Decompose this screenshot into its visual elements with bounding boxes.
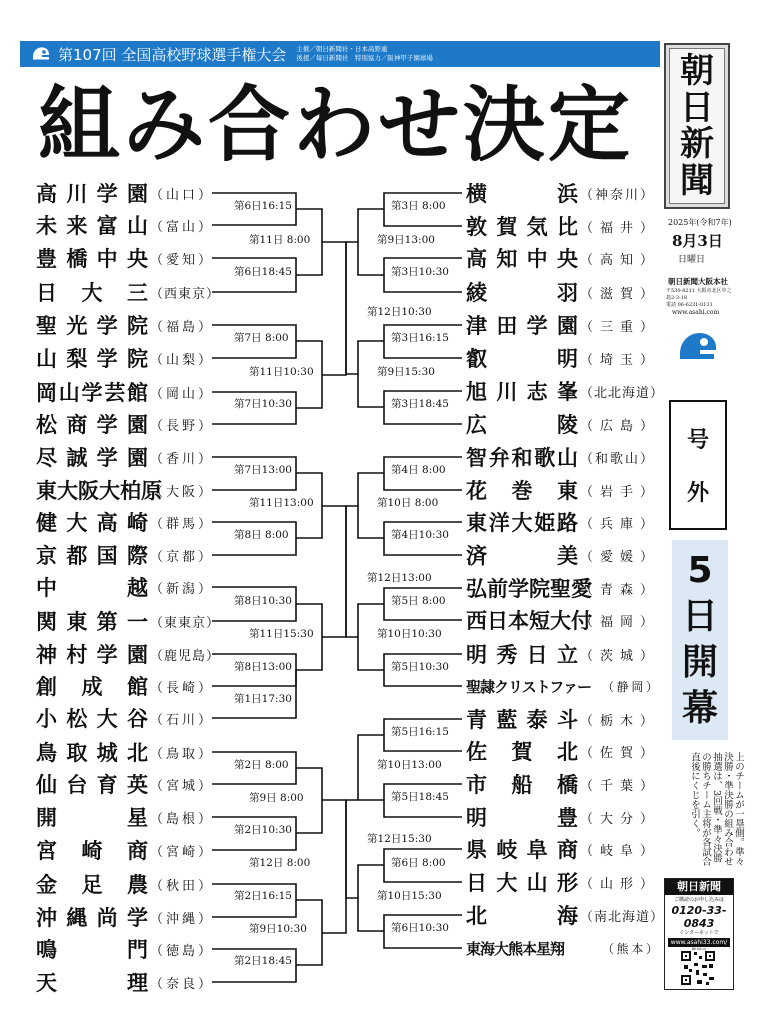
match-time-label: 第10日15:30	[377, 890, 442, 902]
team-prefecture: （福島）	[150, 319, 212, 335]
match-time-label: 第7日10:30	[234, 398, 292, 410]
team-prefecture: （東東京）	[150, 615, 221, 631]
extra-edition-box: 号 外	[669, 400, 727, 530]
team-name: 未来富山	[36, 214, 148, 238]
publisher-address: 〒530-8211 大阪市北区中之島2-3-18	[666, 288, 732, 301]
team-row	[36, 640, 221, 668]
match-time-label: 第9日 8:00	[249, 792, 304, 804]
match-time-label: 第4日 8:00	[391, 464, 446, 476]
team-row	[36, 278, 221, 306]
team-row	[36, 179, 212, 207]
team-name: 健大高崎	[36, 511, 148, 535]
team-row	[466, 934, 658, 962]
team-row	[36, 378, 212, 406]
team-prefecture: （南北海道）	[580, 909, 665, 925]
team-prefecture: （福岡）	[580, 614, 654, 630]
team-prefecture: （茨城）	[580, 648, 654, 664]
team-row	[466, 508, 654, 536]
team-prefecture: （岩手）	[580, 484, 654, 500]
team-name: 小松大谷	[36, 707, 148, 731]
team-name: 沖縄尚学	[36, 906, 148, 930]
team-name: 鳴門	[36, 938, 148, 962]
match-time-label: 第11日15:30	[249, 628, 314, 640]
team-name: 宮崎商	[36, 839, 148, 863]
team-row	[36, 443, 212, 471]
team-prefecture: （岐阜）	[580, 843, 654, 859]
team-prefecture: （愛媛）	[580, 549, 654, 565]
team-row	[36, 836, 212, 864]
match-time-label: 第3日10:30	[391, 266, 449, 278]
team-name: 東海大熊本星翔	[466, 939, 565, 958]
match-time-label: 第12日13:00	[367, 572, 432, 584]
team-row	[36, 244, 212, 272]
team-name: 中越	[36, 576, 148, 600]
team-prefecture: （長野）	[150, 418, 212, 434]
team-name: 鳥取城北	[36, 741, 148, 765]
team-name: 松商学園	[36, 413, 148, 437]
match-time-label: 第3日18:45	[391, 398, 449, 410]
match-time-label: 第6日 8:00	[391, 857, 446, 869]
team-prefecture: （鳥取）	[150, 746, 212, 762]
team-row	[466, 344, 654, 372]
team-row	[36, 704, 212, 732]
team-row	[466, 541, 654, 569]
match-time-label: 第8日10:30	[234, 595, 292, 607]
team-name: 尽誠学園	[36, 446, 148, 470]
match-time-label: 第7日13:00	[234, 464, 292, 476]
team-prefecture: （広島）	[580, 418, 654, 434]
team-name: 津田学園	[466, 314, 578, 338]
team-row	[466, 737, 654, 765]
match-time-label: 第9日13:00	[377, 234, 435, 246]
team-row	[36, 738, 212, 766]
team-prefecture: （奈良）	[150, 976, 212, 992]
match-time-label: 第11日10:30	[249, 366, 314, 378]
match-time-label: 第2日16:15	[234, 890, 292, 902]
team-row	[36, 968, 212, 996]
team-row	[466, 377, 665, 405]
team-prefecture: （群馬）	[150, 516, 212, 532]
team-name: 明秀日立	[466, 643, 578, 667]
team-row	[466, 672, 658, 700]
match-time-label: 第5日 8:00	[391, 595, 446, 607]
match-time-label: 第10日 8:00	[377, 497, 439, 509]
team-name: 綾羽	[466, 281, 578, 305]
team-name: 弘前学院聖愛	[466, 577, 592, 601]
team-prefecture: （愛知）	[150, 252, 212, 268]
team-name: 山梨学院	[36, 347, 148, 371]
team-name: 岡山学芸館	[36, 381, 148, 405]
baseball-helmet-icon	[676, 326, 720, 370]
team-row	[466, 244, 654, 272]
team-name: 神村学園	[36, 643, 148, 667]
team-row	[36, 573, 212, 601]
team-prefecture: （沖縄）	[150, 911, 212, 927]
team-name: 西日本短大付	[466, 609, 592, 633]
team-row	[466, 179, 654, 207]
match-time-label: 第11日13:00	[249, 497, 314, 509]
team-prefecture: （山梨）	[150, 352, 212, 368]
team-prefecture: （島根）	[150, 811, 212, 827]
subscription-ad: 朝日新聞 ご購読のお申し込みは 0120-33-0843 インターネットで www.asahi33.com/	[664, 878, 734, 990]
team-prefecture: （京都）	[150, 549, 212, 565]
team-prefecture: （秋田）	[150, 878, 212, 894]
team-row	[36, 311, 212, 339]
match-time-label: 第1日17:30	[234, 693, 292, 705]
team-prefecture: （宮崎）	[150, 844, 212, 860]
match-time-label: 第3日 8:00	[391, 200, 446, 212]
issue-weekday: 日曜日	[678, 255, 706, 265]
publisher-web: www.asahi.com	[672, 309, 720, 316]
team-name: 旭川志峯	[466, 380, 578, 404]
match-time-label: 第5日18:45	[391, 791, 449, 803]
team-name: 青藍泰斗	[466, 708, 578, 732]
team-name: 叡明	[466, 347, 578, 371]
team-prefecture: （大分）	[580, 811, 654, 827]
team-name: 花巻東	[466, 479, 578, 503]
team-row	[466, 606, 654, 634]
team-row	[466, 640, 654, 668]
team-row	[36, 344, 212, 372]
team-row	[466, 574, 654, 602]
publisher: 朝日新聞大阪本社	[668, 277, 728, 286]
team-name: 広陵	[466, 413, 578, 437]
team-prefecture: （大阪）	[150, 484, 212, 500]
team-prefecture: （神奈川）	[580, 187, 654, 203]
team-prefecture: （山口）	[150, 187, 212, 203]
team-row	[36, 607, 221, 635]
match-time-label: 第3日16:15	[391, 332, 449, 344]
team-prefecture: （岡山）	[150, 386, 212, 402]
team-prefecture: （山形）	[580, 876, 654, 892]
team-row	[36, 803, 212, 831]
team-prefecture: （石川）	[150, 712, 212, 728]
team-row	[466, 443, 654, 471]
team-prefecture: （徳島）	[150, 943, 212, 959]
match-time-label: 第5日16:15	[391, 726, 449, 738]
match-time-label: 第6日10:30	[391, 922, 449, 934]
qr-code-icon[interactable]	[676, 950, 720, 986]
team-prefecture: （三重）	[580, 319, 654, 335]
team-name: 横浜	[466, 182, 578, 206]
team-name: 創成館	[36, 675, 148, 699]
team-prefecture: （静岡）	[602, 679, 658, 694]
team-name: 金足農	[36, 873, 148, 897]
team-name: 東大阪大柏原	[36, 479, 162, 503]
match-time-label: 第5日10:30	[391, 661, 449, 673]
headline: 組み合わせ決定	[38, 78, 634, 173]
match-time-label: 第12日10:30	[367, 306, 432, 318]
team-prefecture: （兵庫）	[580, 516, 654, 532]
team-row	[36, 903, 212, 931]
match-time-label: 第9日15:30	[377, 366, 435, 378]
match-time-label: 第11日 8:00	[249, 234, 311, 246]
team-prefecture: （北北海道）	[580, 385, 665, 401]
team-prefecture: （滋賀）	[580, 286, 654, 302]
sponsor-info: 主催／朝日新聞社・日本高野連 後援／毎日新聞社 特別協力／阪神甲子園球場	[296, 45, 433, 62]
team-row	[36, 476, 212, 504]
team-row	[466, 311, 654, 339]
tournament-title: 第107回 全国高校野球選手権大会	[58, 45, 287, 64]
team-prefecture: （香川）	[150, 451, 212, 467]
team-name: 智弁和歌山	[466, 446, 578, 470]
team-row	[36, 770, 212, 798]
match-time-label: 第9日10:30	[249, 923, 307, 935]
match-time-label: 第8日13:00	[234, 661, 292, 673]
match-time-label: 第10日13:00	[377, 759, 442, 771]
team-name: 高知中央	[466, 247, 578, 271]
team-row	[466, 705, 654, 733]
team-name: 聖隷クリストファー	[466, 677, 591, 696]
match-time-label: 第2日 8:00	[234, 759, 289, 771]
team-name: 聖光学院	[36, 314, 148, 338]
team-row	[466, 901, 665, 929]
team-row	[36, 211, 212, 239]
team-row	[466, 410, 654, 438]
team-prefecture: （千葉）	[580, 778, 654, 794]
team-name: 仙台育英	[36, 773, 148, 797]
team-row	[36, 410, 212, 438]
team-prefecture: （福井）	[580, 220, 654, 236]
ad-phone-number: 0120-33-0843	[671, 904, 727, 930]
publisher-phone: 電話 06-6231-0131	[666, 302, 713, 308]
team-prefecture: （青森）	[580, 582, 654, 598]
team-row	[466, 835, 654, 863]
team-prefecture: （富山）	[150, 219, 212, 235]
team-row	[36, 935, 212, 963]
team-name: 高川学園	[36, 182, 148, 206]
team-prefecture: （佐賀）	[580, 745, 654, 761]
team-row	[36, 508, 212, 536]
team-name: 市船橋	[466, 773, 578, 797]
match-time-label: 第10日10:30	[377, 628, 442, 640]
team-prefecture: （新潟）	[150, 581, 212, 597]
match-time-label: 第6日16:15	[234, 200, 292, 212]
match-time-label: 第2日18:45	[234, 955, 292, 967]
team-prefecture: （高知）	[580, 252, 654, 268]
team-name: 明豊	[466, 806, 578, 830]
team-prefecture: （栃木）	[580, 713, 654, 729]
team-name: 日大山形	[466, 871, 578, 895]
team-row	[466, 476, 654, 504]
issue-date: 8月3日	[672, 232, 723, 250]
team-prefecture: （鹿児島）	[150, 648, 221, 664]
lottery-note: 上のチームが一塁側。準々決勝・準決勝の組み合わせ抽選は、3回戦・準々決勝の勝ちチーム主将が各試合直後にくじを引く。	[689, 752, 744, 866]
team-prefecture: （熊本）	[602, 941, 658, 956]
match-time-label: 第12日 8:00	[249, 857, 311, 869]
team-name: 関東第一	[36, 610, 148, 634]
issue-year: 2025年(令和7年)	[668, 218, 732, 227]
team-row	[36, 541, 212, 569]
team-name: 県岐阜商	[466, 838, 578, 862]
team-row	[466, 868, 654, 896]
match-time-label: 第2日10:30	[234, 824, 292, 836]
team-row	[466, 770, 654, 798]
team-name: 北海	[466, 904, 578, 928]
team-row	[36, 870, 212, 898]
team-name: 東洋大姫路	[466, 511, 578, 535]
team-prefecture: （和歌山）	[580, 451, 654, 467]
team-name: 済美	[466, 544, 578, 568]
team-name: 天理	[36, 971, 148, 995]
asahi-masthead: 朝 日 新 聞	[664, 43, 730, 209]
team-prefecture: （長崎）	[150, 680, 212, 696]
team-name: 日大三	[36, 281, 148, 305]
team-row	[466, 212, 654, 240]
team-row	[36, 672, 212, 700]
team-row	[466, 278, 654, 306]
opening-day-box: 5 日 開 幕	[672, 540, 728, 740]
match-time-label: 第6日18:45	[234, 266, 292, 278]
ad-url[interactable]: www.asahi33.com/	[668, 938, 730, 947]
team-name: 豊橋中央	[36, 247, 148, 271]
match-time-label: 第7日 8:00	[234, 332, 289, 344]
match-time-label: 第8日 8:00	[234, 529, 289, 541]
match-time-label: 第4日10:30	[391, 529, 449, 541]
team-name: 佐賀北	[466, 740, 578, 764]
team-prefecture: （宮城）	[150, 778, 212, 794]
match-time-label: 第12日15:30	[367, 833, 432, 845]
team-prefecture: （埼玉）	[580, 352, 654, 368]
team-prefecture: （西東京）	[150, 286, 221, 302]
team-row	[466, 803, 654, 831]
team-name: 開星	[36, 806, 148, 830]
team-name: 京都国際	[36, 544, 148, 568]
team-name: 敦賀気比	[466, 215, 578, 239]
